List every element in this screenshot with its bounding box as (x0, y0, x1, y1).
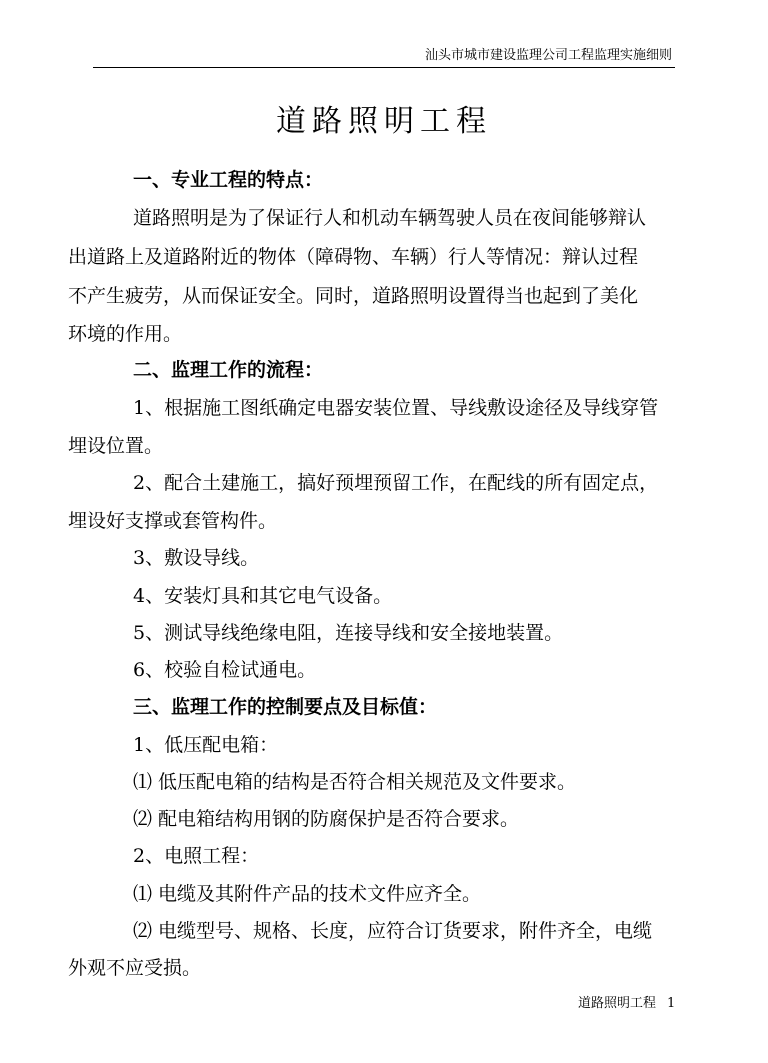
page-number: 1 (667, 996, 676, 1011)
section-heading-2: 二、监理工作的流程： (133, 359, 324, 381)
list-item: 3、敷设导线。 (133, 547, 260, 569)
paragraph-line: 道路照明是为了保证行人和机动车辆驾驶人员在夜间能够辩认 (133, 207, 647, 229)
list-item-line: 2、配合土建施工，搞好预埋预留工作，在配线的所有固定点， (133, 472, 659, 494)
list-item-line: 1、根据施工图纸确定电器安装位置、导线敷设途径及导线穿管 (133, 397, 659, 419)
list-item-line: 埋设好支撑或套管构件。 (68, 510, 278, 532)
paragraph-line: 不产生疲劳，从而保证安全。同时，道路照明设置得当也起到了美化 (68, 285, 639, 307)
list-item-line: ⑵ 电缆型号、规格、长度，应符合订货要求，附件齐全，电缆 (133, 920, 653, 942)
list-item-line: 埋设位置。 (68, 435, 164, 457)
paragraph-line: 环境的作用。 (68, 323, 183, 345)
list-item: ⑵ 配电箱结构用钢的防腐保护是否符合要求。 (133, 808, 520, 830)
paragraph-line: 出道路上及道路附近的物体（障碍物、车辆）行人等情况：辩认过程 (68, 246, 639, 268)
page-header: 汕头市城市建设监理公司工程监理实施细则 (424, 48, 672, 63)
page-footer: 道路照明工程 (578, 996, 657, 1011)
list-item-line: 外观不应受损。 (68, 957, 202, 979)
list-item: ⑴ 电缆及其附件产品的技术文件应齐全。 (133, 883, 482, 905)
list-item: 4、安装灯具和其它电气设备。 (133, 585, 393, 607)
section-heading-1: 一、专业工程的特点： (133, 169, 324, 191)
subsection-heading: 2、电照工程： (133, 845, 260, 867)
document-title: 道路照明工程 (276, 104, 492, 139)
subsection-heading: 1、低压配电箱： (133, 734, 279, 756)
header-divider (93, 67, 675, 68)
section-heading-3: 三、监理工作的控制要点及目标值： (133, 696, 438, 718)
list-item: ⑴ 低压配电箱的结构是否符合相关规范及文件要求。 (133, 771, 577, 793)
list-item: 6、校验自检试通电。 (133, 659, 317, 681)
list-item: 5、测试导线绝缘电阻，连接导线和安全接地装置。 (133, 622, 564, 644)
